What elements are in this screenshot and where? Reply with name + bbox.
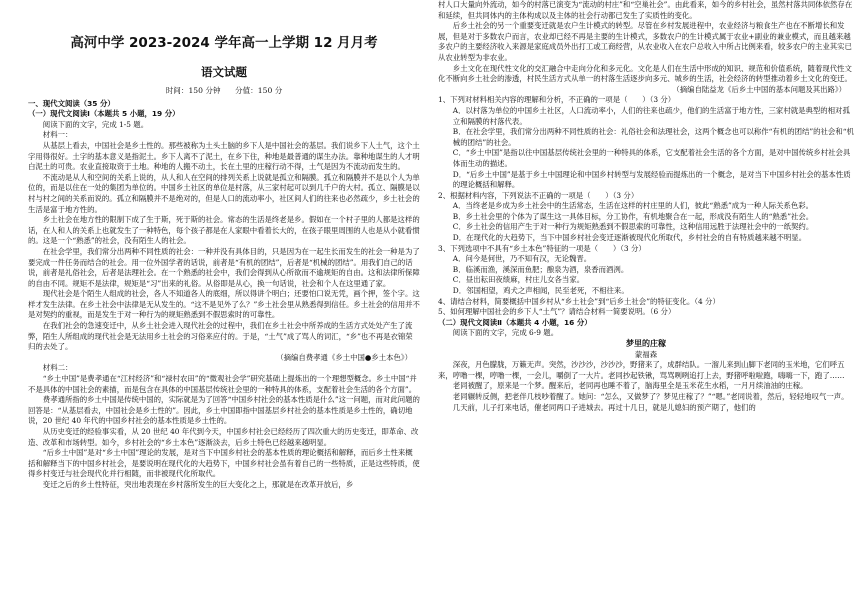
passage-title: 梦里的庄稼	[626, 339, 666, 348]
exam-score: 分值：150 分	[235, 86, 283, 95]
option: A．问今是何世，乃不知有汉，无论魏晋。	[452, 254, 592, 264]
instructions: 阅读下面的文字，完成 6-9 题。	[452, 328, 559, 338]
option: C．“乡土中国”是指以往中国基层传统社会里的一种特具的体系，它支配着社会生活的各个方面，是对中国传统乡村社会具体而生动的描述。	[452, 148, 851, 168]
right-column	[430, 0, 860, 607]
option: B．乡土社会里的个体为了谋生这一具体目标，分工协作，有机地聚合在一起，形成没有陌生人的“熟悉”社会。	[452, 211, 814, 221]
paragraph: 不流动是从人和空间的关系上说的，从人和人在空间的排列关系上说就是孤立和隔膜。孤立和隔膜并不是以个人为单位的，而是以住在一处的集团为单位的。中国乡土社区的单位是村落，从三家村起可以到几千户的大村。孤立、隔膜是以村与村之间的关系而说的。孤立和隔膜并不是绝对的，但是人口的流动率小，社区间人们的往来也必然疏少，乡土社会的生活是富于地方性的。	[28, 172, 420, 214]
material-label: 材料二：	[42, 363, 73, 373]
option: A．以村落为单位的中国乡土社区，人口流动率小，人们的往来也疏少，他们的生活富于地方性，三家村就是典型的相对孤立和隔膜的村落代表。	[452, 105, 850, 126]
paragraph: 几天前，儿子打来电话，催老同两口子进城去。再过十几日，就是儿媳妇的预产期了，他们的	[452, 402, 756, 412]
option: C．乡土社会的信用产生于对一种行为规矩熟悉到不假思索的可靠性，这种信用远胜于法理社会中的一纸契约。	[452, 222, 814, 232]
paragraph: 从基层上看去，中国社会是乡土性的。那些被称为土头土脑的乡下人是中国社会的基层。我们说乡下人土气，这个土字用得很好。土字的基本意义是指泥土。乡下人离不了泥土，在乡下住，种地是最普通的谋生办法。靠种地谋生的人才明白泥土的可贵。农业直接取资于土地。种地的人搬不动土，长在土里的庄稼行动不得，土气是因为不流动而发生的。	[28, 140, 420, 172]
exam-time: 时间：150 分钟	[165, 86, 221, 95]
option: D．在现代化的大趋势下，当下中国乡村社会变迁逐渐被现代化所取代，乡村社会的自有特质越来越不明显。	[452, 233, 807, 243]
option: B．在社会学里，我们常分出两种不同性质的社会：礼俗社会和法理社会，这两个概念也可以称作“有机的团结”的社会和“机械的团结”的社会。	[452, 127, 854, 147]
question-3: 3、下列选项中不具有“乡土本色”特征的一项是（ ）（3 分）	[438, 243, 646, 253]
source-citation: （摘编自费孝通《乡土中国●乡土本色》）	[276, 352, 412, 362]
source-citation: （摘编自陆益龙《后乡土中国的基本问题及其出路》）	[672, 84, 846, 94]
subsection-heading: （二）现代文阅读Ⅱ（本题共 4 小题，16 分）	[438, 317, 592, 327]
option: B．临溪而渔，溪深而鱼肥；酿泉为酒，泉香而酒洌。	[452, 264, 629, 274]
question-5: 5、如何理解中国社会的乡下人“土气”？请结合材料一简要说明。（6 分）	[438, 307, 676, 317]
paragraph: 乡土社会在地方性的限制下成了生于斯，死于斯的社会。常态的生活是终老是乡。假如在一个村子里的人都是这样的话，在人和人的关系上也就发生了一种特色，每个孩子都是在人家眼中看着长大的，在孩子眼里周围的人也是从小就看惯的。这是一个“熟悉”的社会，没有陌生人的社会。	[28, 215, 420, 246]
paragraph: 后乡土社会的另一个重要变迁就是农户生计模式的转型。尽管在乡村发展进程中，农业经济与粮食生产也在不断增长和发展，但是对于多数农户而言，农业却已经不再是主要的生计模式，多数农户的生计模式属于农业+副业的兼业模式，而且越来越多农户的主要经济收入来源是家庭成员外出打工或工商经营，从农业收入在农户总收入中所占比例来看，较多农户的主业其实已从农业转型为非农业。	[438, 21, 852, 62]
subsection-heading: （一）现代文阅读Ⅰ（本题共 5 小题，19 分）	[28, 109, 180, 119]
paragraph: 老同辗转反侧，把老伴几枝吵着醒了。她问：“怎么，又做梦了？梦见庄稼了？”“嗯。”老同说着，然后，轻轻地叹气一声。	[452, 391, 849, 401]
paragraph: “乡土中国”是费孝通在“江村经济”和“禄村农田”的“微观社会学”研究基础上提炼出的一个理想型概念。乡土中国“并不是具体的中国社会的素描，而是包含在具体的中国基层传统社会里的一种特具的体系，支配着社会生活的各个方面”。	[28, 374, 417, 394]
question-4: 4、请结合材料，简要概括中国乡村从“乡土社会”到“后乡土社会”的特征变化。（4 分）	[438, 296, 720, 306]
paragraph: 变迁之后的乡土性特征，突出地表现在乡村落所发生的巨大变化之上，那就是在改革开放后，乡	[42, 479, 354, 489]
exam-subtitle: 语文试题	[201, 65, 247, 79]
section-heading: 一、现代文阅读（35 分）	[28, 98, 115, 108]
instructions: 阅读下面的文字，完成 1-5 题。	[42, 119, 149, 129]
material-label: 材料一：	[42, 130, 73, 140]
paragraph: 乡土文化在现代性文化的交汇融合中走向分化和多元化。文化是人们在生活中形成的知识、规范和价值系统，随着现代性文化不断向乡土社会的渗透，村民生活方式从单一的村落生活逐步向多元、城乡的生活，社会经济的转型推动着乡土文化的变迁。	[438, 63, 852, 84]
option: A．当终老是乡成为乡土社会中的生活常态，生活在这样的村庄里的人们，彼此“熟悉”成为一种人际关系色彩。	[452, 201, 814, 211]
paragraph: 从历史变迁的经验事实看，从 20 世纪 40 年代到今天，中国乡村社会已经经历了四次重大的历史变迁，即革命、改造、改革和市场转型。如今，乡村社会的“乡土本色”逐渐淡去，后乡土特色已经越来越明显。	[28, 427, 419, 447]
paragraph: 老同被醒了，原来是一个梦。醒来后，老同再也睡不着了，脑海里全是玉米花生水稻，一月月续油油的庄稼。	[452, 381, 808, 391]
paragraph: 深夜，月色朦胧，万籁无声。突然，沙沙沙，沙沙沙，野猪来了，成群结队。一溜儿来到山脚下老同的玉米地，它们呼五来，哼噜一棵，哼噜一棵，一会儿，嚼倒了一大片。老同抄起铁锹，骂骂咧咧追打上去，野猪呼啦啦跑，嗨嗨一下，跑了……	[438, 360, 845, 380]
question-1: 1、下列对材料相关内容的理解和分析，不正确的一项是（ ）（3 分）	[438, 95, 676, 105]
option: D．“后乡土中国”是基于乡土中国理论和中国乡村转型与发展经验而提炼出的一个概念，是对当下中国乡村社会的基本性质的理论概括和解释。	[452, 169, 851, 190]
paragraph: 村人口大量向外流动，如今的村落已演变为“流动的村庄”和“空巢社会”。由此看来，如今的乡村社会，虽然村落共同体依然存在和延续，但共同体内的主体构成以及主体的社会行动都已发生了实质性的变化。	[438, 0, 853, 20]
paragraph: 在我们社会的急速变迁中，从乡土社会进入现代社会的过程中，我们在乡土社会中所养成的生活方式处处产生了流弊，陌生人所组成的现代社会是无法用乡土社会的习俗来应付的。于是，“土气”成了骂人的词汇，“乡”也不再是衣锦荣归的去处了。	[28, 321, 413, 352]
paragraph: 费孝通所指的乡土中国是传统中国的，实际就是为了回答“中国乡村社会的基本性质是什么”这一问题，而对此问题的回答是：“从基层看去，中国社会是乡土性的”。因此，乡土中国即指中国基层乡村社会的基本性质是乡土性的，确切地说，20 世纪 40 年代的中国乡村社会的基本性质是乡土性的。	[28, 395, 420, 426]
option: C．昼出耘田夜绩麻，村庄儿女各当家。	[452, 275, 585, 285]
option: D．邻国相望，鸡犬之声相闻，民至老死，不相往来。	[452, 286, 629, 296]
question-2: 2、根据材料内容，下列说法不正确的一项是（ ）（3 分）	[438, 190, 639, 200]
passage-author: 蒙福森	[634, 349, 658, 359]
paragraph: “后乡土中国”是对“乡土中国”理论的发展，是对当下中国乡村社会的基本性质的理论概括和解释，而后乡土性来概括和解释当下的中国乡村社会，是要说明在现代化的大趋势下，中国乡村社会虽有着自己的一些特质，正是这些特质，使得乡村变迁与社会现代化并行相随，而非被现代化所取代。	[28, 448, 420, 479]
exam-meta	[28, 86, 420, 97]
paragraph: 在社会学里，我们常分出两种不同性质的社会：一种并没有具体目的，只是因为在一起生长而发生的社会一种是为了要完成一件任务而结合的社会。用一位外国学者的话说，前者是“有机的团结”，后者是“机械的团结”。用我们自己的话说，前者是礼俗社会，后者是法理社会。在一个熟悉的社会中，我们会得到从心所欲而不逾规矩的自由。这和法律所保障的自由不同。规矩不是法律，规矩是“习”出来的礼俗。从俗即是从心，换一句话说，社会和个人在这里通了家。	[28, 246, 420, 288]
paragraph: 现代社会是个陌生人组成的社会，各人不知道各人的底细，所以得讲个明白；还要怕口说无凭，画个押，签个字。这样才发生法律。在乡土社会中法律是无从发生的。“这不是见外了么？”乡土社会里从熟悉得到信任。乡土社会的信用并不是对契约的重视，而是发生于对一种行为的规矩熟悉到不假思索时的可靠性。	[28, 289, 420, 320]
exam-title: 高河中学 2023-2024 学年高一上学期 12 月月考	[70, 35, 378, 51]
